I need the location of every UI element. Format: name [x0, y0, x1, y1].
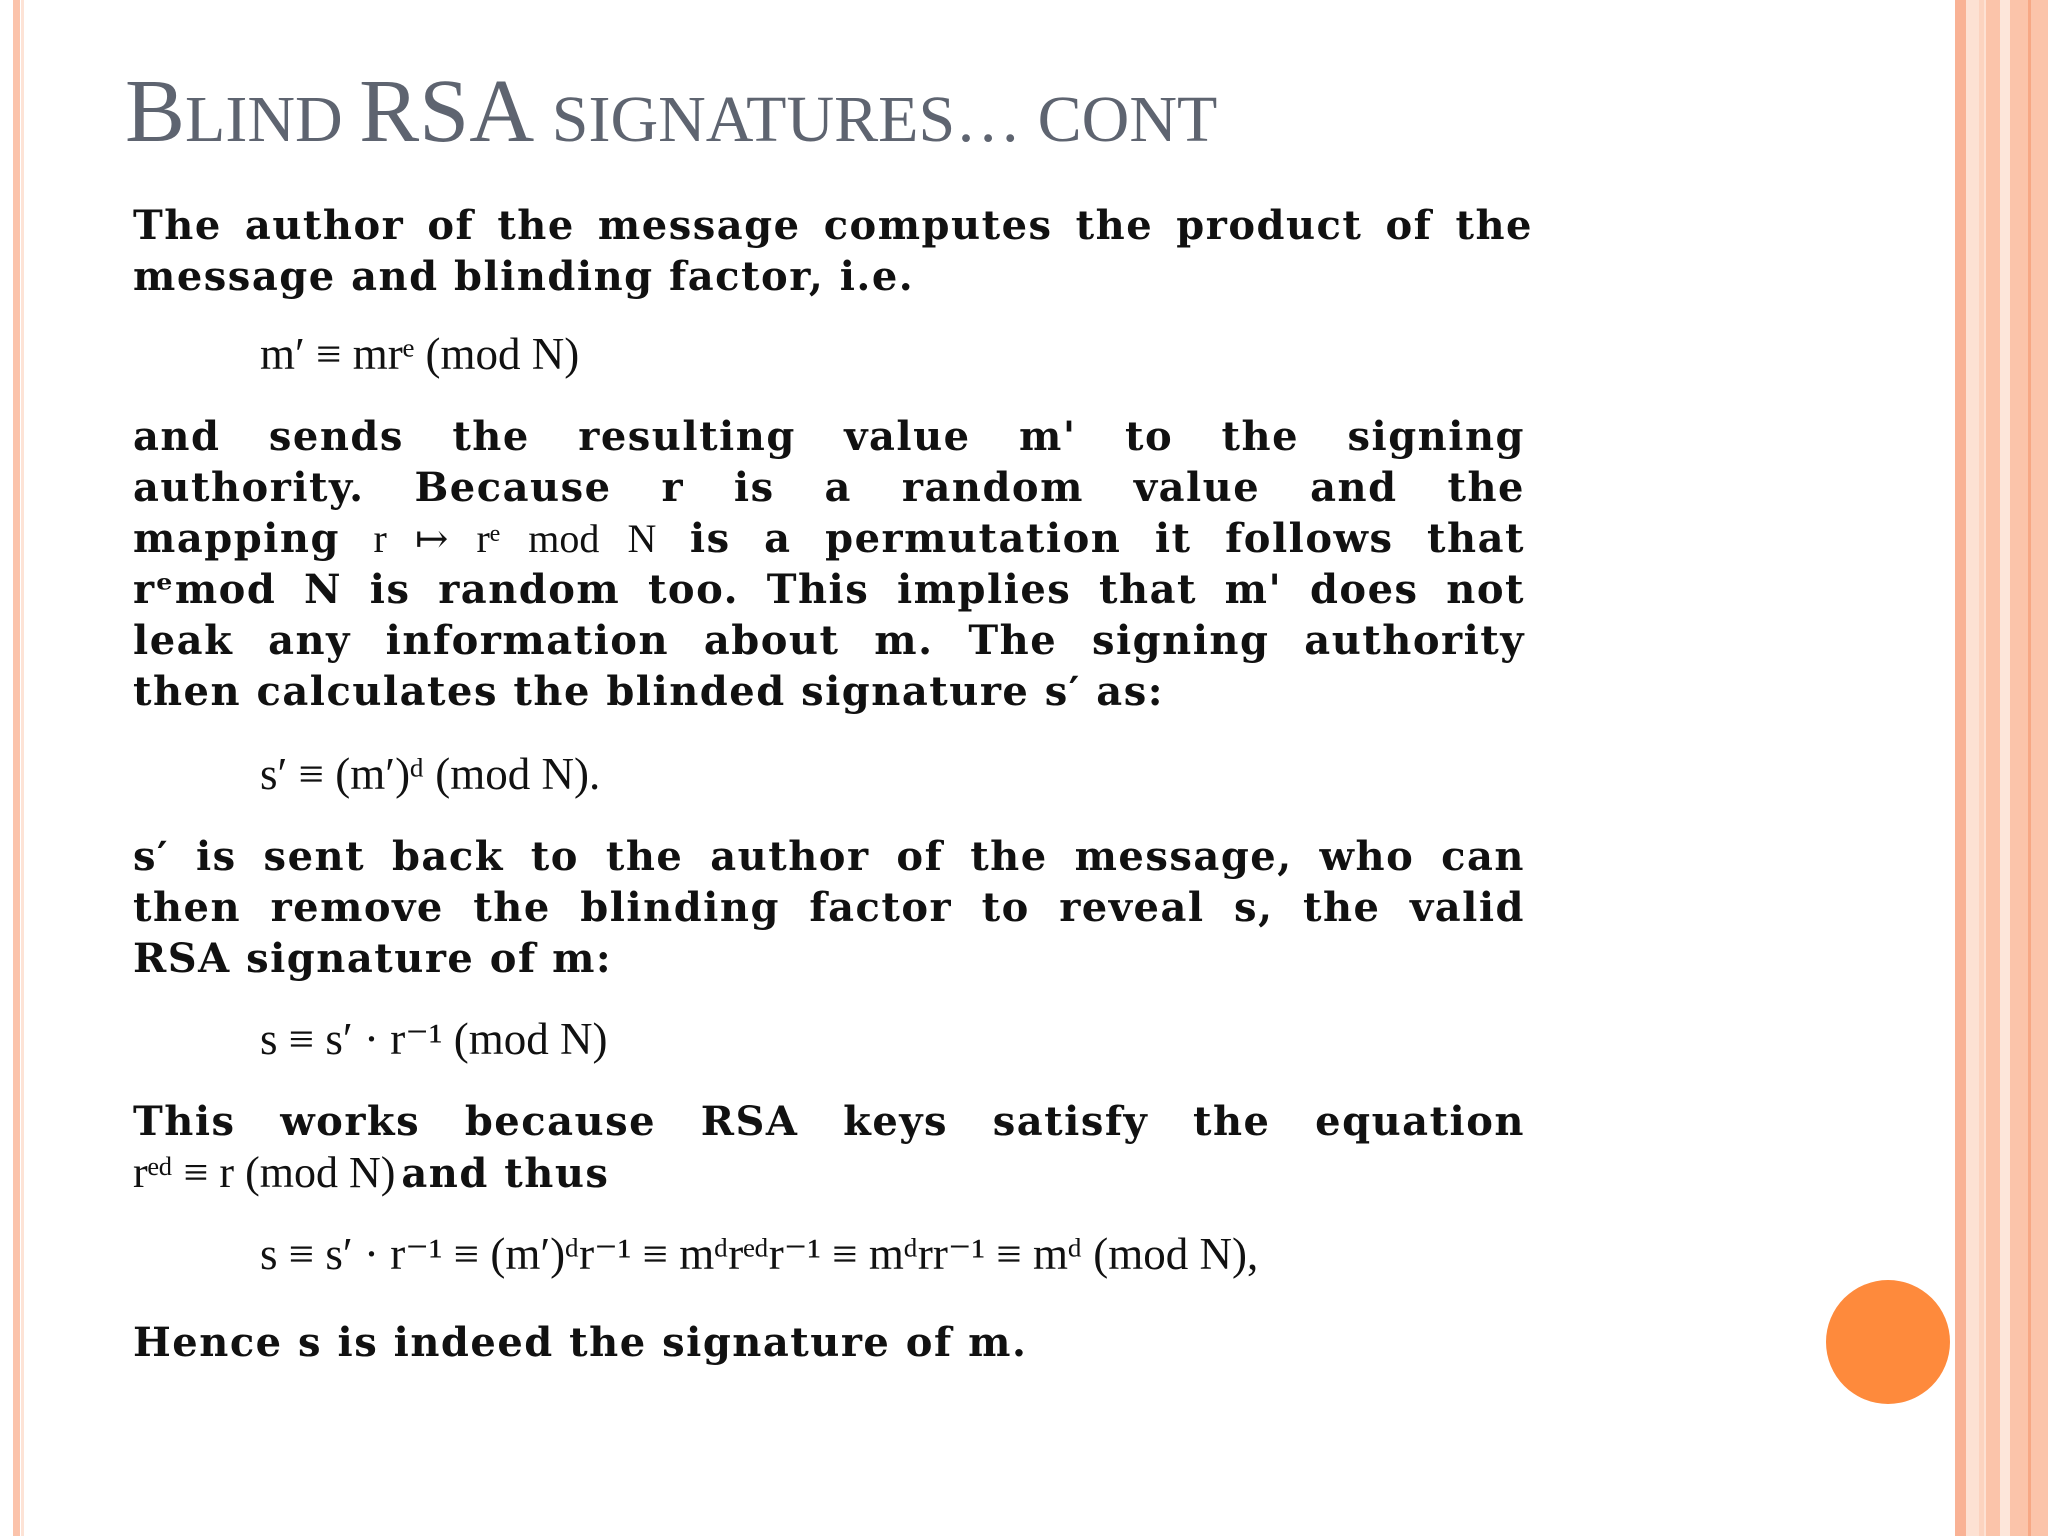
right-decor-band — [2028, 0, 2031, 1536]
text-fragment: mapping — [133, 515, 374, 562]
text-line: rᵉmod N is random too. This implies that m' does not — [133, 566, 1525, 613]
right-decor-band — [1955, 0, 1966, 1536]
slide-title — [125, 62, 1217, 170]
equation-blinded-message: m′ ≡ mrᵉ (mod N) — [260, 329, 580, 379]
text-line — [133, 513, 1525, 564]
text-fragment: and thus — [401, 1150, 610, 1197]
orange-circle-decoration — [1826, 1280, 1950, 1404]
right-decor-band — [1979, 0, 1984, 1536]
text-line: RSA signature of m: — [133, 935, 613, 982]
title-part: B — [125, 62, 186, 161]
text-fragment: is a permutation it follows that — [656, 515, 1525, 562]
right-decor-band — [1986, 0, 2048, 1536]
equation-blinded-signature: s′ ≡ (m′)ᵈ (mod N). — [260, 749, 601, 799]
equation-proof-chain: s ≡ s′ · r⁻¹ ≡ (m′)ᵈr⁻¹ ≡ mᵈrᵉᵈr⁻¹ ≡ mᵈrr⁻¹ ≡ mᵈ (mod N), — [260, 1229, 1259, 1279]
inline-math-mapping: r ↦ rᵉ mod N — [373, 516, 657, 561]
paragraph-permutation — [133, 411, 1525, 717]
slide-body — [133, 200, 1533, 1368]
text-line: leak any information about m. The signing authority — [133, 617, 1525, 664]
text-line: authority. Because r is a random value and the — [133, 464, 1525, 511]
text-line: s′ is sent back to the author of the message, who can — [133, 833, 1525, 880]
paragraph-unblind — [133, 831, 1525, 984]
paragraph-intro: The author of the message computes the product of the message and blinding factor, i.e. — [133, 202, 1533, 300]
right-decor-band — [2000, 0, 2010, 1536]
equation-unblinded-signature: s ≡ s′ · r⁻¹ (mod N) — [260, 1014, 608, 1064]
text-line: and sends the resulting value m' to the signing — [133, 413, 1525, 460]
text-line: then remove the blinding factor to reveal s, the valid — [133, 884, 1525, 931]
title-part: RSA — [359, 62, 552, 161]
inline-math-rsa-identity: rᵉᵈ ≡ r (mod N) — [133, 1148, 396, 1197]
text-line: then calculates the blinded signature s′ as: — [133, 668, 1164, 715]
paragraph-equation-reason — [133, 1096, 1525, 1199]
title-part: SIGNATURES… CONT — [551, 83, 1218, 156]
text-line: This works because RSA keys satisfy the equation — [133, 1098, 1525, 1145]
paragraph-conclusion: Hence s is indeed the signature of m. — [133, 1319, 1028, 1366]
left-border-line — [13, 0, 20, 1536]
title-part: LIND — [185, 83, 360, 156]
text-line — [133, 1147, 1525, 1199]
left-border-line-light — [21, 0, 24, 1536]
